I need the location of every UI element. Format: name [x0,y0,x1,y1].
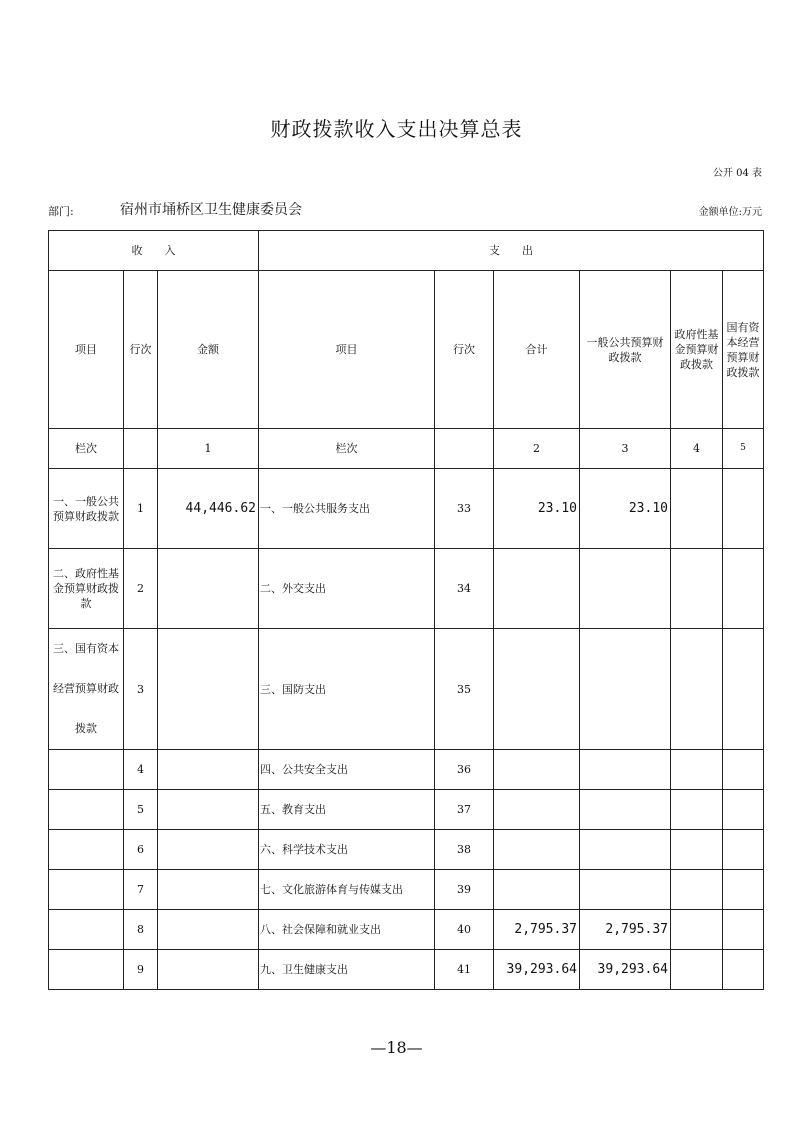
col-income-amount: 金额 [158,271,259,429]
income-item [49,790,124,830]
general-budget-amount [580,750,671,790]
income-item [49,830,124,870]
page-number: —18— [370,1038,423,1057]
index-state-capital: 5 [723,429,764,469]
income-row-no: 9 [124,950,158,990]
index-expense-total: 2 [494,429,580,469]
income-item [49,950,124,990]
column-index-row [49,429,764,469]
index-expense-row-no [435,429,494,469]
income-amount [158,830,259,870]
index-income-amount: 1 [158,429,259,469]
expense-item: 六、科学技术支出 [259,830,435,870]
col-expense-total: 合计 [494,271,580,429]
expense-row-no: 38 [435,830,494,870]
index-label-income: 栏次 [49,429,124,469]
income-header: 收 入 [49,231,259,271]
state-capital-amount [723,910,764,950]
expense-item: 四、公共安全支出 [259,750,435,790]
gov-fund-amount [671,629,723,750]
income-amount [158,790,259,830]
expense-total: 23.10 [494,469,580,549]
amount-unit: 金额单位:万元 [698,207,762,218]
income-item [49,910,124,950]
column-header-row [49,271,764,429]
index-general-budget: 3 [580,429,671,469]
page-title: 财政拨款收入支出决算总表 [270,117,523,141]
col-income-row-no: 行次 [124,271,158,429]
income-amount: 44,446.62 [158,469,259,549]
income-row-no: 2 [124,549,158,629]
expense-row-no: 41 [435,950,494,990]
state-capital-amount [723,549,764,629]
expense-item: 五、教育支出 [259,790,435,830]
department-label: 部门: [48,205,74,218]
expense-row-no: 36 [435,750,494,790]
income-item [49,750,124,790]
index-income-row-no [124,429,158,469]
income-item [49,870,124,910]
gov-fund-amount [671,469,723,549]
general-budget-amount: 2,795.37 [580,910,671,950]
col-state-capital: 国有资本经营预算财政拨款 [723,271,764,429]
income-amount [158,629,259,750]
income-row-no: 7 [124,870,158,910]
income-amount [158,910,259,950]
income-row-no: 6 [124,830,158,870]
form-number: 公开 04 表 [712,168,762,179]
income-amount [158,870,259,910]
general-budget-amount [580,830,671,870]
expense-total [494,629,580,750]
expense-row-no: 35 [435,629,494,750]
expense-item: 二、外交支出 [259,549,435,629]
state-capital-amount [723,750,764,790]
income-amount [158,549,259,629]
state-capital-amount [723,629,764,750]
col-expense-row-no: 行次 [435,271,494,429]
table-row [49,750,764,790]
expense-row-no: 37 [435,790,494,830]
expense-total: 2,795.37 [494,910,580,950]
gov-fund-amount [671,790,723,830]
expense-total [494,790,580,830]
gov-fund-amount [671,910,723,950]
col-expense-item: 项目 [259,271,435,429]
state-capital-amount [723,830,764,870]
expense-total [494,549,580,629]
expense-item: 一、一般公共服务支出 [259,469,435,549]
expense-item: 九、卫生健康支出 [259,950,435,990]
gov-fund-amount [671,870,723,910]
table-row [49,790,764,830]
index-label-expense: 栏次 [259,429,435,469]
general-budget-amount: 39,293.64 [580,950,671,990]
section-header-row [49,231,764,271]
expense-row-no: 40 [435,910,494,950]
state-capital-amount [723,790,764,830]
state-capital-amount [723,870,764,910]
table-row [49,830,764,870]
table-row [49,950,764,990]
table-row [49,910,764,950]
income-item: 一、一般公共预算财政拨款 [49,469,124,549]
gov-fund-amount [671,830,723,870]
expense-row-no: 39 [435,870,494,910]
col-general-budget: 一般公共预算财政拨款 [580,271,671,429]
general-budget-amount [580,870,671,910]
expense-total: 39,293.64 [494,950,580,990]
table-row [49,629,764,750]
income-item: 三、国有资本经营预算财政拨款 [49,629,124,750]
expense-item: 三、国防支出 [259,629,435,750]
general-budget-amount [580,549,671,629]
col-income-item: 项目 [49,271,124,429]
income-amount [158,750,259,790]
gov-fund-amount [671,549,723,629]
budget-summary-table [48,230,764,990]
gov-fund-amount [671,950,723,990]
expense-total [494,830,580,870]
expense-total [494,750,580,790]
gov-fund-amount [671,750,723,790]
expense-header: 支 出 [259,231,764,271]
income-row-no: 8 [124,910,158,950]
general-budget-amount [580,629,671,750]
general-budget-amount: 23.10 [580,469,671,549]
state-capital-amount [723,469,764,549]
expense-row-no: 33 [435,469,494,549]
table-row [49,549,764,629]
expense-total [494,870,580,910]
income-row-no: 4 [124,750,158,790]
department-name: 宿州市埇桥区卫生健康委员会 [120,202,302,218]
table-row [49,870,764,910]
income-amount [158,950,259,990]
expense-item: 七、文化旅游体育与传媒支出 [259,870,435,910]
expense-row-no: 34 [435,549,494,629]
income-row-no: 1 [124,469,158,549]
expense-item: 八、社会保障和就业支出 [259,910,435,950]
col-gov-fund: 政府性基金预算财政拨款 [671,271,723,429]
table-row [49,469,764,549]
general-budget-amount [580,790,671,830]
index-gov-fund: 4 [671,429,723,469]
state-capital-amount [723,950,764,990]
income-row-no: 5 [124,790,158,830]
income-item: 二、政府性基金预算财政拨款 [49,549,124,629]
income-row-no: 3 [124,629,158,750]
